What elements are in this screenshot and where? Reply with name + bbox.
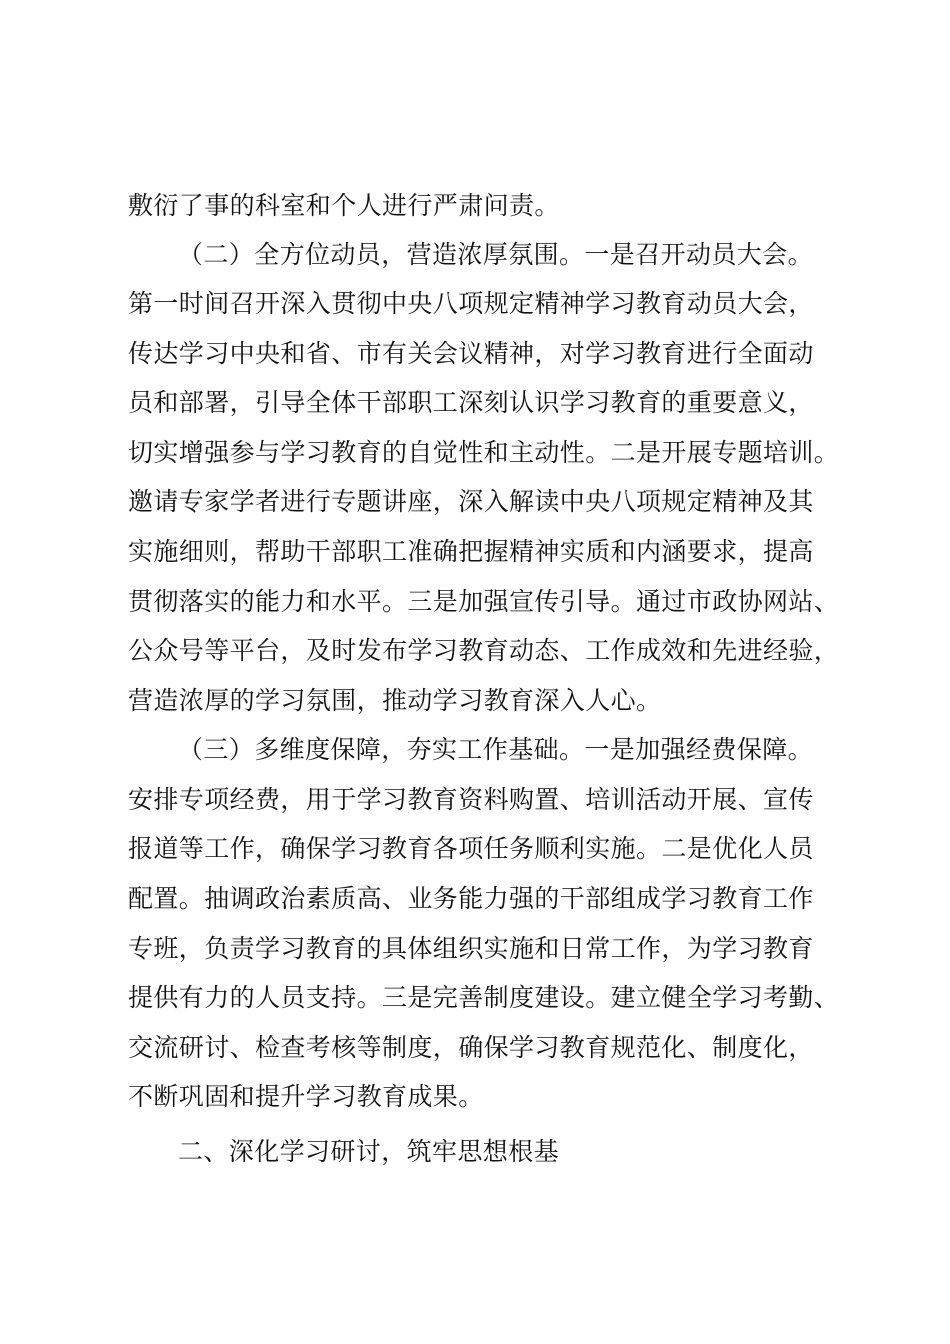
paragraph-line: 员和部署，引导全体干部职工深刻认识学习教育的重要意义， <box>128 388 814 417</box>
paragraph-line: 报道等工作，确保学习教育各项任务顺利实施。二是优化人员 <box>128 834 814 863</box>
paragraph-line: 第一时间召开深入贯彻中央八项规定精神学习教育动员大会， <box>128 289 814 318</box>
paragraph-line: 公众号等平台，及时发布学习教育动态、工作成效和先进经验， <box>128 636 840 665</box>
paragraph-line: 贯彻落实的能力和水平。三是加强宣传引导。通过市政协网站、 <box>128 587 840 616</box>
paragraph-line: 实施细则，帮助干部职工准确把握精神实质和内涵要求，提高 <box>128 537 814 566</box>
paragraph-line: 敷衍了事的科室和个人进行严肃问责。 <box>128 191 560 220</box>
paragraph-line: 切实增强参与学习教育的自觉性和主动性。二是开展专题培训。 <box>128 438 840 467</box>
paragraph-line: 安排专项经费，用于学习教育资料购置、培训活动开展、宣传 <box>128 785 814 814</box>
paragraph-line: 专班，负责学习教育的具体组织实施和日常工作，为学习教育 <box>128 934 814 963</box>
paragraph-line: 配置。抽调政治素质高、业务能力强的干部组成学习教育工作 <box>128 884 814 913</box>
paragraph-line: 不断巩固和提升学习教育成果。 <box>128 1082 484 1111</box>
paragraph-line: 提供有力的人员支持。三是完善制度建设。建立健全学习考勤、 <box>128 983 840 1012</box>
paragraph-line: 传达学习中央和省、市有关会议精神，对学习教育进行全面动 <box>128 339 814 368</box>
paragraph-line: 邀请专家学者进行专题讲座，深入解读中央八项规定精神及其 <box>128 487 814 516</box>
paragraph-line: 交流研讨、检查考核等制度，确保学习教育规范化、制度化， <box>128 1033 814 1062</box>
section-heading: 二、深化学习研讨，筑牢思想根基 <box>178 1137 560 1166</box>
paragraph-line: （三）多维度保障，夯实工作基础。一是加强经费保障。 <box>178 735 814 764</box>
paragraph-line: 营造浓厚的学习氛围，推动学习教育深入人心。 <box>128 686 662 715</box>
paragraph-line: （二）全方位动员，营造浓厚氛围。一是召开动员大会。 <box>178 240 814 269</box>
